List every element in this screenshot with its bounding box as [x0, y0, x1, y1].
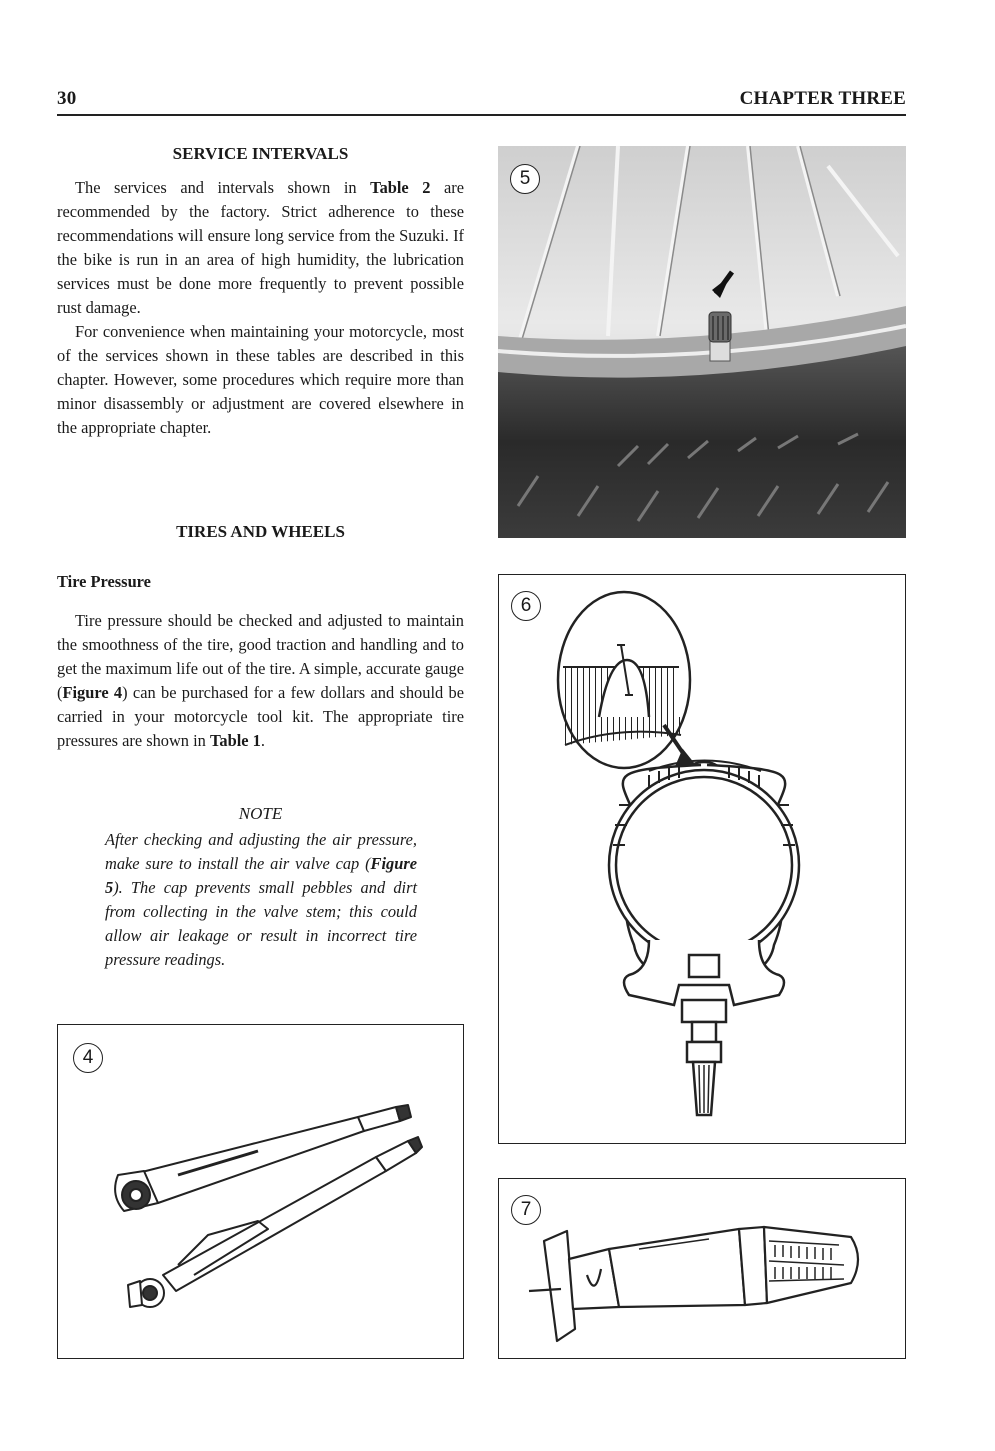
note-title: NOTE	[238, 804, 283, 823]
page-number: 30	[57, 88, 77, 109]
chapter-title: CHAPTER THREE	[739, 88, 906, 109]
figure-5-number: 5	[510, 164, 540, 194]
tires-wheels-heading: TIRES AND WHEELS	[176, 522, 345, 541]
wheel-valve-cap-icon	[498, 146, 906, 538]
note-text: After checking and adjusting the air pressure, make sure to install the air valve cap (Figure 5). The cap prevents small pebbles and dirt from collecting in the valve stem; this could allow air leakage or result in incorrect tire pressure readings.	[105, 830, 417, 969]
service-paragraph-2: For convenience when maintaining your motorcycle, most of the services shown in these tables are described in this chapter. However, some procedures which require more than minor disassembly or adjustment are covered elsewhere in the appropriate chapter.	[57, 322, 464, 437]
service-intervals-heading: SERVICE INTERVALS	[172, 144, 349, 163]
tire-pressure-text	[57, 609, 464, 753]
figure-6-box	[498, 574, 906, 1144]
tread-depth-gauge-icon	[499, 1179, 904, 1357]
service-intervals-text	[57, 176, 464, 440]
figure-7-number: 7	[511, 1195, 541, 1225]
tire-pressure-subheading: Tire Pressure	[57, 572, 151, 591]
header-rule	[57, 114, 906, 116]
figure-4-box	[57, 1024, 464, 1359]
figure-7-box	[498, 1178, 906, 1359]
service-paragraph-1: The services and intervals shown in Table 2 are recommended by the factory. Strict adherence to these recommendations will ensure long service from the Suzuki. If the bike is run in an area of high humidity, the lubrication services must be done more frequently to prevent possible rust damage.	[57, 178, 464, 317]
figure-6-number: 6	[511, 591, 541, 621]
figure-4-number: 4	[73, 1043, 103, 1073]
figure-5-photo	[498, 146, 906, 538]
wheel-cross-section-icon	[499, 575, 904, 1142]
tire-pressure-paragraph: Tire pressure should be checked and adjusted to maintain the smoothness of the tire, good traction and handling and to get the maximum life out of the tire. A simple, accurate gauge (Figure 4) can be purchased for a few dollars and should be carried in your motorcycle tool kit. The appropriate tire pressures are shown in Table 1.	[57, 611, 464, 750]
tire-pressure-gauges-icon	[58, 1025, 462, 1357]
